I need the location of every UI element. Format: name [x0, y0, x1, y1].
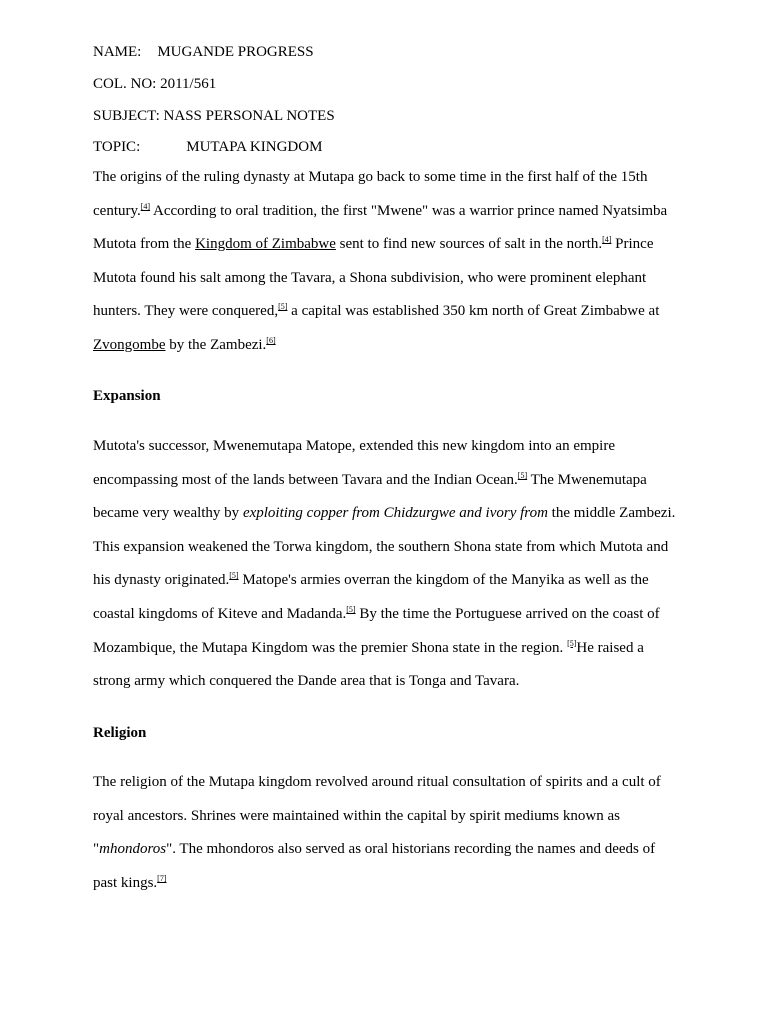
religion-italic-text: mhondoros [99, 841, 167, 858]
expansion-text-5: By the time the Portuguese arrived on the coast of Mozambique, the Mutapa Kingdom was the premier Shona state in the region. [93, 605, 660, 656]
religion-text-1: The religion of the Mutapa kingdom revolved around ritual consultation of spirits and a cult of royal ancestors. Shrines were maintained within the capital by spirit mediums known as " [93, 774, 661, 858]
subject-label: SUBJECT: [93, 108, 160, 124]
intro-text-4: Prince Mutota found his salt among the Tavara, a Shona subdivision, who were prominent elephant hunters. They were conquered, [93, 236, 654, 320]
reference-link[interactable]: [7] [157, 873, 167, 883]
reference-link[interactable]: [4] [140, 201, 151, 211]
intro-paragraph [93, 161, 683, 363]
intro-text-3: sent to find new sources of salt in the north. [335, 236, 603, 253]
col-no-label: COL. NO: [93, 76, 157, 92]
intro-text-1: The origins of the ruling dynasty at Mutapa go back to some time in the first half of the 15th century. [93, 169, 648, 219]
intro-text-5: a capital was established 350 km north of Great Zimbabwe at [287, 303, 660, 320]
reference-link[interactable]: [5] [229, 571, 239, 581]
expansion-heading: Expansion [93, 388, 161, 404]
reference-link[interactable]: [6] [266, 335, 276, 345]
name-line [93, 43, 314, 61]
expansion-italic-text: exploiting copper from Chidzurgwe and ivory from [242, 505, 548, 522]
reference-link[interactable]: [5] [346, 604, 356, 614]
reference-link[interactable]: [5] [278, 302, 288, 312]
religion-text-2: ". The mhondoros also served as oral historians recording the names and deeds of past kings. [93, 841, 656, 891]
expansion-text-4: Matope's armies overran the kingdom of the Manyika as well as the coastal kingdoms of Kiteve and Madanda. [93, 572, 649, 622]
expansion-text-3: the middle Zambezi. This expansion weakened the Torwa kingdom, the southern Shona state from which Mutota and his dynasty originated. [93, 505, 676, 589]
col-no-line [93, 75, 216, 93]
name-label: NAME: [93, 44, 142, 60]
intro-text-6: by the Zambezi. [165, 336, 267, 353]
religion-paragraph [93, 766, 683, 900]
intro-text-2: According to oral tradition, the first "Mwene" was a warrior prince named Nyatsimba Mutota from the [93, 202, 668, 253]
kingdom-of-zimbabwe-link[interactable]: Kingdom of Zimbabwe [195, 236, 336, 253]
religion-heading: Religion [93, 725, 147, 741]
col-no-value: 2011/561 [160, 76, 217, 92]
reference-link[interactable]: [5] [517, 470, 528, 480]
zvongombe-link[interactable]: Zvongombe [93, 336, 166, 353]
expansion-text-2: The Mwenemutapa became very wealthy by [93, 471, 647, 522]
expansion-text-1: Mutota's successor, Mwenemutapa Matope, extended this new kingdom into an empire encompassing most of the lands between Tavara and the Indian Ocean. [93, 438, 615, 488]
expansion-paragraph [93, 430, 683, 699]
reference-link[interactable]: [4] [602, 235, 612, 245]
topic-value: MUTAPA KINGDOM [186, 139, 323, 155]
subject-line [93, 107, 335, 125]
reference-link[interactable]: [5] [567, 638, 577, 648]
topic-label: TOPIC: [93, 139, 141, 155]
subject-value: NASS PERSONAL NOTES [163, 108, 335, 124]
name-value: MUGANDE PROGRESS [157, 44, 314, 60]
topic-line [93, 138, 322, 156]
expansion-text-6: He raised a strong army which conquered the Dande area that is Tonga and Tavara. [93, 639, 644, 690]
